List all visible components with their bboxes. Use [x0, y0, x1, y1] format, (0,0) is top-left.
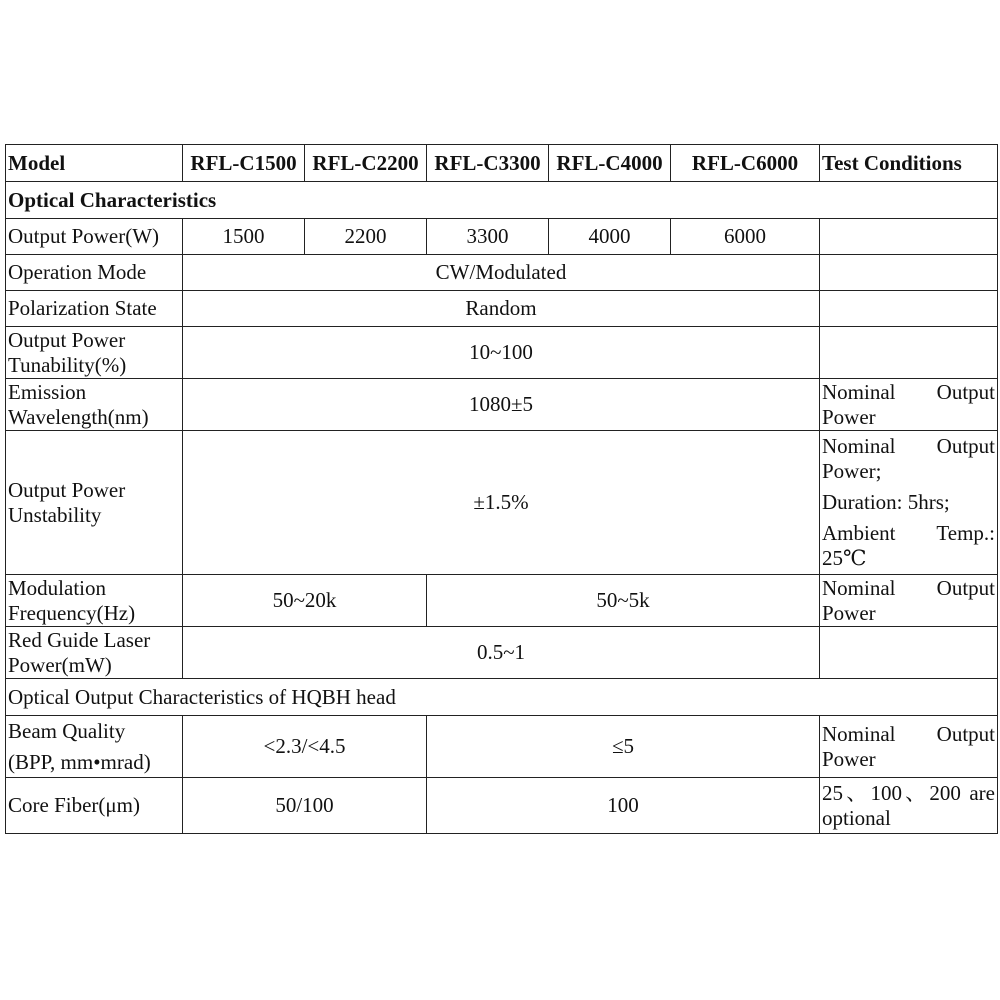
value-beam-quality-low: <2.3/<4.5 [183, 716, 427, 778]
condition-line: Nominal Output [822, 721, 995, 746]
row-output-power [6, 219, 998, 255]
value-output-power-2: 2200 [305, 219, 427, 255]
header-model-1: RFL-C1500 [183, 145, 305, 182]
value-modulation-frequency-low: 50~20k [183, 575, 427, 627]
value-emission-wavelength: 1080±5 [183, 379, 820, 431]
row-red-guide-laser [6, 627, 998, 679]
condition-core-fiber [820, 778, 998, 834]
row-output-power-unstability [6, 431, 998, 575]
label-operation-mode: Operation Mode [6, 255, 183, 291]
condition-line: Power [822, 600, 876, 625]
label-line: Frequency(Hz) [8, 600, 136, 625]
label-output-power-unstability [6, 431, 183, 575]
condition-operation-mode [820, 255, 998, 291]
header-model: Model [6, 145, 183, 182]
condition-output-power-unstability [820, 431, 998, 575]
label-line: Beam Quality [8, 718, 126, 743]
row-core-fiber [6, 778, 998, 834]
value-output-power-tunability: 10~100 [183, 327, 820, 379]
condition-line: Power; [822, 459, 882, 483]
label-line: Output Power [8, 327, 126, 352]
label-line: Wavelength(nm) [8, 404, 149, 429]
header-model-2: RFL-C2200 [305, 145, 427, 182]
spec-table [5, 144, 998, 834]
section-optical-row [6, 182, 998, 219]
value-core-fiber-high: 100 [427, 778, 820, 834]
condition-line: Nominal Output [822, 575, 995, 600]
value-operation-mode: CW/Modulated [183, 255, 820, 291]
condition-line: 25℃ [822, 546, 867, 570]
label-polarization-state: Polarization State [6, 291, 183, 327]
value-output-power-3: 3300 [427, 219, 549, 255]
header-model-4: RFL-C4000 [549, 145, 671, 182]
condition-output-power [820, 219, 998, 255]
condition-line: Duration: 5hrs; [822, 490, 950, 514]
label-core-fiber: Core Fiber(μm) [6, 778, 183, 834]
condition-modulation-frequency [820, 575, 998, 627]
condition-line: Power [822, 746, 876, 771]
row-modulation-frequency [6, 575, 998, 627]
value-output-power-unstability: ±1.5% [183, 431, 820, 575]
label-line: Tunability(%) [8, 352, 127, 377]
row-polarization-state [6, 291, 998, 327]
condition-polarization-state [820, 291, 998, 327]
condition-line: Nominal Output [822, 379, 995, 404]
condition-line: 25、100、200 are [822, 780, 995, 805]
header-test-conditions: Test Conditions [820, 145, 998, 182]
label-beam-quality [6, 716, 183, 778]
row-operation-mode [6, 255, 998, 291]
label-line: Unstability [8, 502, 102, 527]
label-line: Power(mW) [8, 652, 112, 677]
label-line: Modulation [8, 575, 106, 600]
label-output-power: Output Power(W) [6, 219, 183, 255]
value-output-power-4: 4000 [549, 219, 671, 255]
value-modulation-frequency-high: 50~5k [427, 575, 820, 627]
condition-line: Nominal Output [822, 434, 995, 458]
label-emission-wavelength [6, 379, 183, 431]
label-line: Output Power [8, 477, 126, 502]
row-beam-quality [6, 716, 998, 778]
row-output-power-tunability [6, 327, 998, 379]
label-modulation-frequency [6, 575, 183, 627]
condition-emission-wavelength [820, 379, 998, 431]
value-output-power-5: 6000 [671, 219, 820, 255]
condition-line: Ambient Temp.: [822, 521, 995, 545]
header-model-3: RFL-C3300 [427, 145, 549, 182]
condition-line: optional [822, 805, 891, 830]
label-red-guide-laser [6, 627, 183, 679]
label-line: (BPP, mm•mrad) [8, 749, 151, 774]
header-row [6, 145, 998, 182]
value-red-guide-laser: 0.5~1 [183, 627, 820, 679]
section-output-row [6, 679, 998, 716]
value-beam-quality-high: ≤5 [427, 716, 820, 778]
label-output-power-tunability [6, 327, 183, 379]
row-emission-wavelength [6, 379, 998, 431]
section-optical-characteristics: Optical Characteristics [6, 182, 998, 219]
condition-beam-quality [820, 716, 998, 778]
value-core-fiber-low: 50/100 [183, 778, 427, 834]
header-model-5: RFL-C6000 [671, 145, 820, 182]
label-line: Red Guide Laser [8, 627, 151, 652]
section-optical-output-characteristics: Optical Output Characteristics of HQBH head [6, 679, 998, 716]
value-output-power-1: 1500 [183, 219, 305, 255]
value-polarization-state: Random [183, 291, 820, 327]
condition-line: Power [822, 404, 876, 429]
label-line: Emission [8, 379, 87, 404]
condition-output-power-tunability [820, 327, 998, 379]
condition-red-guide-laser [820, 627, 998, 679]
